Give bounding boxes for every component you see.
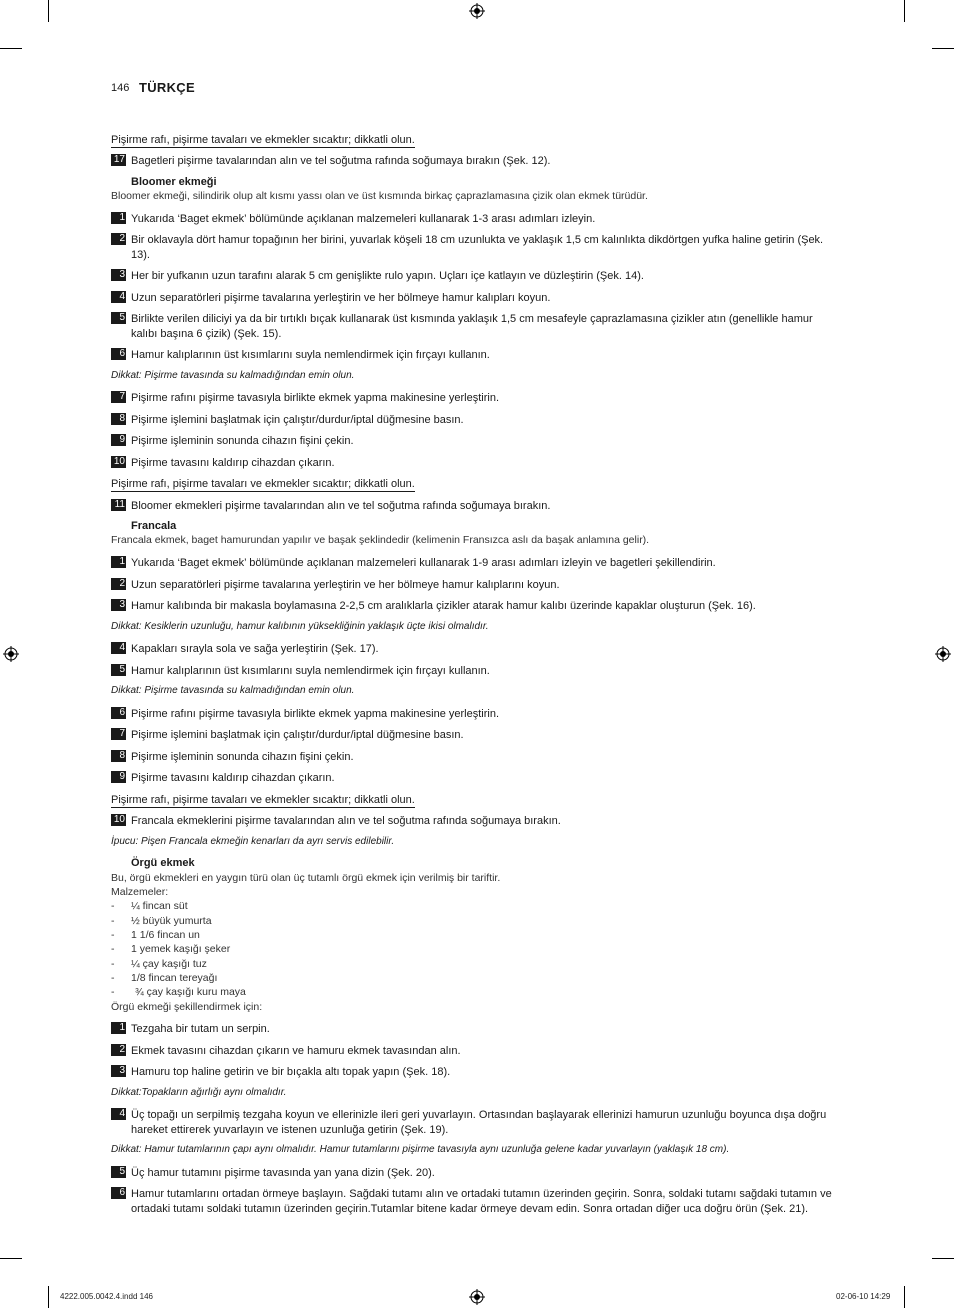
footer-date: 02-06-10 14:29 <box>836 1292 891 1301</box>
step-text: Pişirme tavasını kaldırıp cihazdan çıkarın. <box>131 457 335 469</box>
ingredient-text: ¼ çay kaşığı tuz <box>131 958 207 970</box>
crop-mark <box>48 1286 49 1308</box>
ingredient-item: - ¼ fincan süt <box>111 900 188 912</box>
step-item <box>111 499 837 514</box>
note: Dikkat: Pişirme tavasında su kalmadığından emin olun. <box>111 685 355 696</box>
step-item <box>111 642 837 657</box>
crop-mark <box>48 0 49 22</box>
crop-mark <box>904 1286 905 1308</box>
ingredient-text: 1 yemek kaşığı şeker <box>131 943 231 955</box>
ingredient-item: - 1/8 fincan tereyağı <box>111 972 218 984</box>
step-item <box>111 771 837 786</box>
step-number: 3 <box>111 269 126 281</box>
step-number: 4 <box>111 291 126 303</box>
step-number: 10 <box>111 814 126 826</box>
step-number: 1 <box>111 556 126 568</box>
step-item <box>111 728 837 743</box>
step-number: 5 <box>111 664 126 676</box>
step-text: Üç topağı un serpilmiş tezgaha koyun ve ellerinizle ileri geri yuvarlayın. Ortasından başlayarak ellerinizi hamurun uzunluğu boyunca dışa doğru hareket ettirerek yuvarlayın ve istenen uzunluğa getirin (Şek. 19). <box>131 1109 827 1136</box>
step-text: Yukarıda ‘Baget ekmek’ bölümünde açıklanan malzemeleri kullanarak 1-3 arası adımları izleyin. <box>131 213 596 225</box>
step-number: 10 <box>111 456 126 468</box>
note: Dikkat: Hamur tutamlarının çapı aynı olmalıdır. Hamur tutamlarını pişirme tavasıyla aynı uzunluğa gelene kadar yuvarlayın (yaklaşık 18 cm). <box>111 1144 730 1155</box>
step-text: Yukarıda ‘Baget ekmek’ bölümünde açıklanan malzemeleri kullanarak 1-9 arası adımları izleyin ve bagetleri şekillendirin. <box>131 557 716 569</box>
step-item <box>111 707 837 722</box>
step-number: 6 <box>111 1187 126 1199</box>
ingredient-item: - ¼ çay kaşığı tuz <box>111 958 207 970</box>
shaping-label: Örgü ekmeği şekillendirmek için: <box>111 1001 263 1013</box>
step-text: Üç hamur tutamını pişirme tavasında yan yana dizin (Şek. 20). <box>131 1167 435 1179</box>
step-item <box>111 1044 837 1059</box>
step-text: Her bir yufkanın uzun tarafını alarak 5 cm genişlikte rulo yapın. Uçları içe katlayın ve düzleştirin (Şek. 14). <box>131 270 644 282</box>
step-item <box>111 348 837 363</box>
step-item <box>111 1108 837 1137</box>
step-text: Hamur kalıbında bir makasla boylamasına 2-2,5 cm aralıklarla çizikler atarak hamur kalıbı üzerinde kapaklar oluşturun (Şek. 16). <box>131 600 756 612</box>
step-item <box>111 212 837 227</box>
step-number: 5 <box>111 312 126 324</box>
note: Dikkat: Pişirme tavasında su kalmadığından emin olun. <box>111 370 355 381</box>
step-number: 6 <box>111 348 126 360</box>
step-item <box>111 154 837 169</box>
step-item <box>111 750 837 765</box>
step-number: 2 <box>111 578 126 590</box>
step-text: Pişirme rafını pişirme tavasıyla birlikte ekmek yapma makinesine yerleştirin. <box>131 392 500 404</box>
step-text: Pişirme rafını pişirme tavasıyla birlikte ekmek yapma makinesine yerleştirin. <box>131 708 500 720</box>
step-number: 7 <box>111 728 126 740</box>
step-number: 11 <box>111 499 126 511</box>
step-number: 7 <box>111 391 126 403</box>
hot-warning: Pişirme rafı, pişirme tavaları ve ekmekler sıcaktır; dikkatli olun. <box>111 478 415 490</box>
ingredient-text: 1 1/6 fincan un <box>131 929 200 941</box>
step-text: Bir oklavayla dört hamur topağının her birini, yuvarlak köşeli 18 cm uzunlukta ve yaklaşık 1,5 cm kalınlıkta dikdörtgen yufka haline getirin (Şek. 13). <box>131 234 824 261</box>
ingredient-item: - 1 yemek kaşığı şeker <box>111 943 231 955</box>
ingredient-text: ¼ fincan süt <box>131 900 188 912</box>
step-text: Kapakları sırayla sola ve sağa yerleştirin (Şek. 17). <box>131 643 379 655</box>
page-number: 146 <box>111 82 130 94</box>
ingredient-item: - ½ büyük yumurta <box>111 915 212 927</box>
step-number: 2 <box>111 1044 126 1056</box>
step-item <box>111 291 837 306</box>
step-text: Birlikte verilen diliciyi ya da bir tırtıklı bıçak kullanarak üst kısmında yaklaşık 1,5 cm mesafeyle çaprazlamasına çizikler atın (genellikle hamur kalıbı başına 6 çizik) (Şek. 15). <box>131 313 813 340</box>
step-text: Bagetleri pişirme tavalarından alın ve tel soğutma rafında soğumaya bırakın (Şek. 12). <box>131 155 551 167</box>
tip: İpucu: Pişen Francala ekmeğin kenarları da ayrı servis edilebilir. <box>111 836 395 847</box>
crop-mark <box>904 0 905 22</box>
step-number: 2 <box>111 233 126 245</box>
section-title: Francala <box>131 520 177 532</box>
footer-file: 4222.005.0042.4.indd 146 <box>60 1292 153 1301</box>
step-text: Ekmek tavasını cihazdan çıkarın ve hamuru ekmek tavasından alın. <box>131 1045 461 1057</box>
ingredient-text: 1/8 fincan tereyağı <box>131 972 218 984</box>
step-item <box>111 312 837 341</box>
language-title: TÜRKÇE <box>139 80 195 95</box>
step-number: 1 <box>111 1022 126 1034</box>
step-number: 4 <box>111 1108 126 1120</box>
step-item <box>111 814 837 829</box>
step-number: 8 <box>111 413 126 425</box>
step-text: Francala ekmeklerini pişirme tavalarından alın ve tel soğutma rafında soğumaya bırakın. <box>131 815 561 827</box>
ingredient-item: - ¾ çay kaşığı kuru maya <box>111 986 246 998</box>
step-item <box>111 556 837 571</box>
note: Dikkat:Topakların ağırlığı aynı olmalıdır. <box>111 1087 287 1098</box>
section-intro: Francala ekmek, baget hamurundan yapılır ve başak şeklindedir (kelimenin Fransızca aslı da başak anlamına gelir). <box>111 534 650 546</box>
step-number: 5 <box>111 1166 126 1178</box>
step-text: Hamur tutamlarını ortadan örmeye başlayın. Sağdaki tutamı alın ve ortadaki tutamın üzerinden geçirin. Sonra, soldaki tutamı sağdaki tutamın ve ortadaki tutamı soldaki tutamın üzerinden geçirin.Tutamlar bitene kadar örmeye devam edin. Sonra ortadan diğer uca doğru örün (Şek. 21). <box>131 1188 832 1215</box>
step-text: Pişirme işleminin sonunda cihazın fişini çekin. <box>131 751 354 763</box>
section-title: Örgü ekmek <box>131 857 195 869</box>
step-text: Pişirme işlemini başlatmak için çalıştır/durdur/iptal düğmesine basın. <box>131 414 464 426</box>
step-text: Hamur kalıplarının üst kısımlarını suyla nemlendirmek için fırçayı kullanın. <box>131 665 490 677</box>
step-text: Bloomer ekmekleri pişirme tavalarından alın ve tel soğutma rafında soğumaya bırakın. <box>131 500 551 512</box>
ingredient-text: ½ büyük yumurta <box>131 915 212 927</box>
registration-mark-icon <box>3 646 19 662</box>
step-number: 9 <box>111 771 126 783</box>
step-item <box>111 1065 837 1080</box>
step-text: Pişirme işlemini başlatmak için çalıştır/durdur/iptal düğmesine basın. <box>131 729 464 741</box>
step-item <box>111 269 837 284</box>
ingredients-label: Malzemeler: <box>111 886 169 898</box>
step-number: 3 <box>111 599 126 611</box>
step-text: Hamuru top haline getirin ve bir bıçakla altı topak yapın (Şek. 18). <box>131 1066 451 1078</box>
step-text: Hamur kalıplarının üst kısımlarını suyla nemlendirmek için fırçayı kullanın. <box>131 349 490 361</box>
registration-mark-icon <box>469 1289 485 1305</box>
section-title: Bloomer ekmeği <box>131 176 217 188</box>
crop-mark <box>0 48 22 49</box>
step-text: Uzun separatörleri pişirme tavalarına yerleştirin ve her bölmeye hamur kalıpları koyun. <box>131 292 551 304</box>
step-number: 17 <box>111 154 126 166</box>
step-item <box>111 456 837 471</box>
step-number: 6 <box>111 707 126 719</box>
registration-mark-icon <box>469 3 485 19</box>
crop-mark <box>932 48 954 49</box>
step-item <box>111 1022 837 1037</box>
step-text: Pişirme tavasını kaldırıp cihazdan çıkarın. <box>131 772 335 784</box>
step-item <box>111 413 837 428</box>
step-number: 1 <box>111 212 126 224</box>
step-number: 3 <box>111 1065 126 1077</box>
crop-mark <box>0 1258 22 1259</box>
crop-mark <box>932 1258 954 1259</box>
step-item <box>111 391 837 406</box>
note: Dikkat: Kesiklerin uzunluğu, hamur kalıbının yüksekliğinin yaklaşık üçte ikisi olmalıdır. <box>111 621 489 632</box>
hot-warning: Pişirme rafı, pişirme tavaları ve ekmekler sıcaktır; dikkatli olun. <box>111 794 415 806</box>
step-text: Tezgaha bir tutam un serpin. <box>131 1023 270 1035</box>
step-text: Pişirme işleminin sonunda cihazın fişini çekin. <box>131 435 354 447</box>
step-number: 9 <box>111 434 126 446</box>
ingredient-text: ¾ çay kaşığı kuru maya <box>135 986 246 998</box>
step-number: 8 <box>111 750 126 762</box>
section-intro: Bloomer ekmeği, silindirik olup alt kısmı yassı olan ve üst kısmında birkaç çaprazlamasına çizik olan ekmek türüdür. <box>111 190 648 202</box>
step-number: 4 <box>111 642 126 654</box>
registration-mark-icon <box>935 646 951 662</box>
ingredient-item: - 1 1/6 fincan un <box>111 929 200 941</box>
step-item <box>111 434 837 449</box>
step-item <box>111 1166 837 1181</box>
step-item <box>111 599 837 614</box>
step-item <box>111 233 837 262</box>
step-item <box>111 1187 837 1216</box>
section-intro: Bu, örgü ekmekleri en yaygın türü olan üç tutamlı örgü ekmek için verilmiş bir tariftir. <box>111 872 501 884</box>
hot-warning: Pişirme rafı, pişirme tavaları ve ekmekler sıcaktır; dikkatli olun. <box>111 134 415 146</box>
step-item <box>111 578 837 593</box>
step-item <box>111 664 837 679</box>
step-text: Uzun separatörleri pişirme tavalarına yerleştirin ve her bölmeye hamur kalıplarını koyun. <box>131 579 560 591</box>
